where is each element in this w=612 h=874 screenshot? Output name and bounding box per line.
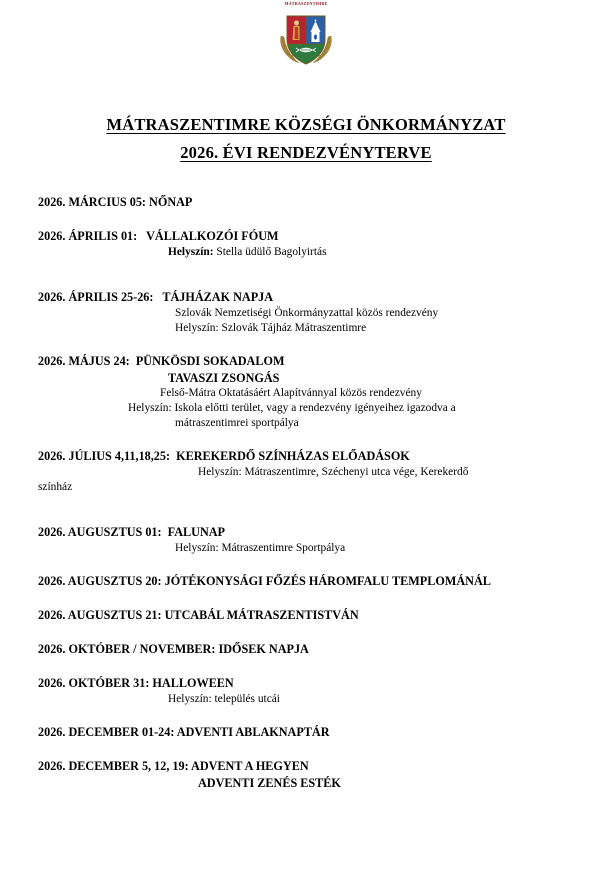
event-detail-line: Helyszín: Szlovák Tájház Mátraszentimre: [175, 321, 367, 334]
venue-label: Helyszín:: [168, 245, 214, 258]
event-heading: 2026. ÁPRILIS 01: VÁLLALKOZÓI FÓUM: [38, 229, 279, 244]
event-detail-line: Helyszín: Iskola előtti terület, vagy a rendezvény igényeihez igazodva a: [128, 402, 456, 415]
event-heading: 2026. DECEMBER 01-24: ADVENTI ABLAKNAPTÁR: [38, 724, 330, 739]
event-detail-line: Szlovák Nemzetiségi Önkormányzattal közös rendezvény: [175, 306, 439, 319]
crest-block: [0, 0, 612, 74]
event-heading: 2026. ÁPRILIS 25-26: TÁJHÁZAK NAPJA: [38, 290, 274, 305]
event-heading: 2026. OKTÓBER / NOVEMBER: IDŐSEK NAPJA: [38, 642, 309, 657]
event-heading: 2026. JÚLIUS 4,11,18,25: KEREKERDŐ SZÍNHÁZAS ELŐADÁSOK: [38, 449, 410, 464]
page-subtitle: 2026. ÉVI RENDEZVÉNYTERVE: [180, 143, 432, 163]
event-item: [38, 525, 588, 556]
event-heading: 2026. AUGUSZTUS 20: JÓTÉKONYSÁGI FŐZÉS HÁROMFALU TEMPLOMÁNÁL: [38, 574, 491, 589]
event-item: [38, 354, 588, 431]
subtitle-block: [0, 143, 612, 163]
event-item: [38, 195, 588, 211]
event-heading: 2026. MÁRCIUS 05: NŐNAP: [38, 195, 193, 210]
event-detail-line: mátraszentimrei sportpálya: [175, 417, 299, 430]
event-detail-line: Helyszín: Mátraszentimre, Széchenyi utca vége, Kerekerdő: [198, 466, 469, 479]
event-heading: 2026. DECEMBER 5, 12, 19: ADVENT A HEGYEN: [38, 758, 309, 773]
event-detail-line: Helyszín: település utcái: [168, 692, 280, 705]
event-item: [38, 676, 588, 707]
crest-caption: MÁTRASZENTIMRE: [284, 1, 328, 6]
municipal-coat-of-arms: [275, 2, 337, 72]
event-list: [0, 195, 612, 791]
event-heading: 2026. AUGUSZTUS 01: FALUNAP: [38, 525, 226, 540]
title-block: [0, 114, 612, 136]
event-item: [38, 449, 588, 495]
event-item: [38, 608, 588, 624]
venue-text: Stella üdülő Bagolyirtás: [213, 245, 327, 258]
event-item: [38, 642, 588, 658]
event-item: [38, 759, 588, 791]
event-heading: 2026. MÁJUS 24: PÜNKÖSDI SOKADALOM: [38, 353, 285, 368]
event-item: [38, 229, 588, 260]
event-detail-line: színház: [38, 481, 73, 494]
event-item: [38, 290, 588, 336]
event-detail-line: [38, 245, 588, 260]
event-detail-line: Helyszín: Mátraszentimre Sportpálya: [175, 542, 346, 555]
event-heading-secondary: ADVENTI ZENÉS ESTÉK: [198, 775, 341, 790]
coat-of-arms-icon: [275, 8, 337, 70]
event-item: [38, 725, 588, 741]
event-detail-line: Felső-Mátra Oktatásáért Alapítvánnyal közös rendezvény: [160, 387, 422, 400]
event-heading: 2026. OKTÓBER 31: HALLOWEEN: [38, 675, 234, 690]
event-heading-secondary: TAVASZI ZSONGÁS: [168, 370, 280, 385]
event-heading: 2026. AUGUSZTUS 21: UTCABÁL MÁTRASZENTISTVÁN: [38, 608, 359, 623]
event-item: [38, 574, 588, 590]
page-title: MÁTRASZENTIMRE KÖZSÉGI ÖNKORMÁNYZAT: [106, 115, 506, 134]
